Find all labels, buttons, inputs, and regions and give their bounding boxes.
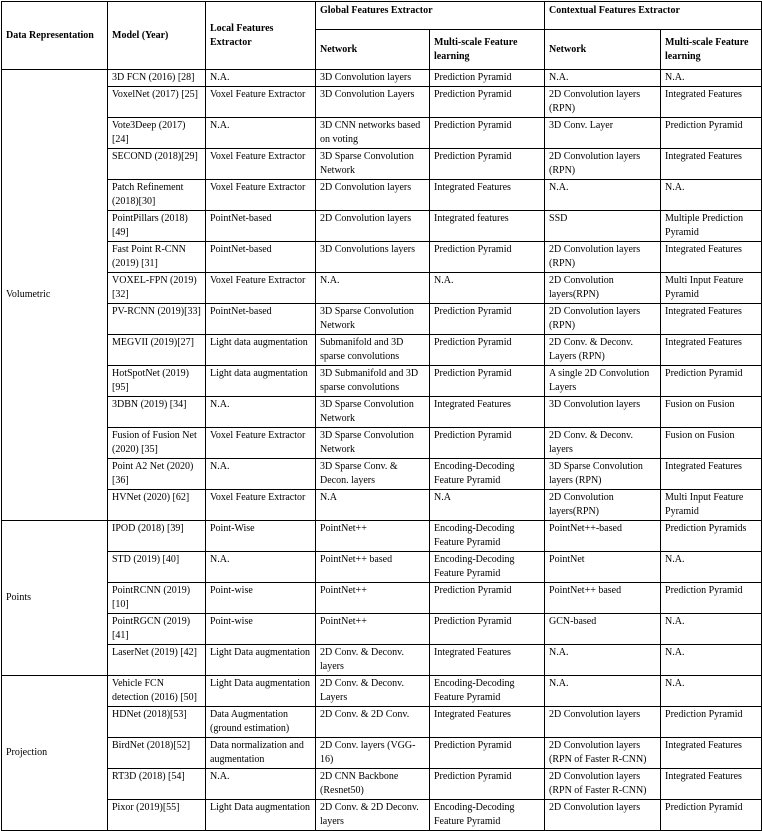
model-year-cell: Fast Point R-CNN (2019) [31]: [108, 242, 206, 273]
table-row: [2, 800, 762, 831]
local-features-cell: N.A.: [206, 118, 316, 149]
header-context-network: Network: [545, 30, 661, 70]
global-network-cell: PointNet++: [316, 614, 430, 645]
global-multiscale-cell: Prediction Pyramid: [430, 242, 545, 273]
context-multiscale-cell: Multi Input Feature Pyramid: [661, 273, 762, 304]
context-network-cell: 2D Convolution layers: [545, 707, 661, 738]
local-features-cell: Point-wise: [206, 614, 316, 645]
model-year-cell: 3D FCN (2016) [28]: [108, 70, 206, 87]
model-year-cell: Vehicle FCN detection (2016) [50]: [108, 676, 206, 707]
global-multiscale-cell: Prediction Pyramid: [430, 87, 545, 118]
table-row: [2, 304, 762, 335]
model-year-cell: HotSpotNet (2019)[95]: [108, 366, 206, 397]
comparison-table: [1, 1, 762, 831]
model-year-cell: Point A2 Net (2020) [36]: [108, 459, 206, 490]
context-network-cell: N.A.: [545, 70, 661, 87]
context-network-cell: 2D Convolution layers (RPN): [545, 87, 661, 118]
global-network-cell: 3D Convolution layers: [316, 70, 430, 87]
context-network-cell: 3D Conv. Layer: [545, 118, 661, 149]
local-features-cell: PointNet-based: [206, 242, 316, 273]
local-features-cell: N.A.: [206, 459, 316, 490]
global-network-cell: 2D Convolution layers: [316, 211, 430, 242]
data-representation-cell: Points: [2, 521, 108, 676]
local-features-cell: Light data augmentation: [206, 366, 316, 397]
local-features-cell: PointNet-based: [206, 304, 316, 335]
global-multiscale-cell: Integrated Features: [430, 180, 545, 211]
model-year-cell: PV-RCNN (2019)[33]: [108, 304, 206, 335]
global-multiscale-cell: Encoding-Decoding Feature Pyramid: [430, 676, 545, 707]
global-network-cell: PointNet++ based: [316, 552, 430, 583]
local-features-cell: Voxel Feature Extractor: [206, 87, 316, 118]
global-network-cell: PointNet++: [316, 521, 430, 552]
table-row: [2, 645, 762, 676]
context-multiscale-cell: Prediction Pyramid: [661, 800, 762, 831]
context-multiscale-cell: N.A.: [661, 180, 762, 211]
table-row: [2, 676, 762, 707]
header-model-year: Model (Year): [108, 2, 206, 70]
local-features-cell: Light Data augmentation: [206, 676, 316, 707]
global-multiscale-cell: Encoding-Decoding Feature Pyramid: [430, 800, 545, 831]
model-year-cell: VOXEL-FPN (2019)[32]: [108, 273, 206, 304]
global-network-cell: 2D Conv. & Deconv. Layers: [316, 676, 430, 707]
table-row: [2, 769, 762, 800]
context-network-cell: 2D Convolution layers: [545, 800, 661, 831]
model-year-cell: HDNet (2018)[53]: [108, 707, 206, 738]
context-multiscale-cell: Integrated Features: [661, 87, 762, 118]
context-network-cell: 2D Conv. & Deconv. Layers (RPN): [545, 335, 661, 366]
global-network-cell: 3D CNN networks based on voting: [316, 118, 430, 149]
local-features-cell: Light Data augmentation: [206, 645, 316, 676]
context-network-cell: 2D Convolution layers(RPN): [545, 490, 661, 521]
context-multiscale-cell: Prediction Pyramid: [661, 366, 762, 397]
context-multiscale-cell: Multiple Prediction Pyramid: [661, 211, 762, 242]
model-year-cell: SECOND (2018)[29]: [108, 149, 206, 180]
local-features-cell: N.A.: [206, 552, 316, 583]
global-multiscale-cell: Prediction Pyramid: [430, 118, 545, 149]
context-network-cell: 2D Conv. & Deconv. layers: [545, 428, 661, 459]
global-network-cell: 3D Sparse Conv. & Decon. layers: [316, 459, 430, 490]
table-row: [2, 614, 762, 645]
global-multiscale-cell: Prediction Pyramid: [430, 366, 545, 397]
data-representation-cell: Volumetric: [2, 70, 108, 521]
local-features-cell: Light Data augmentation: [206, 800, 316, 831]
context-network-cell: 3D Sparse Convolution layers (RPN): [545, 459, 661, 490]
global-multiscale-cell: Encoding-Decoding Feature Pyramid: [430, 459, 545, 490]
table-row: [2, 366, 762, 397]
table-row: [2, 118, 762, 149]
context-multiscale-cell: Multi Input Feature Pyramid: [661, 490, 762, 521]
data-representation-cell: Projection: [2, 676, 108, 831]
global-multiscale-cell: Encoding-Decoding Feature Pyramid: [430, 521, 545, 552]
local-features-cell: Voxel Feature Extractor: [206, 428, 316, 459]
context-network-cell: A single 2D Convolution Layers: [545, 366, 661, 397]
local-features-cell: Voxel Feature Extractor: [206, 490, 316, 521]
global-network-cell: 2D Conv. & 2D Deconv. layers: [316, 800, 430, 831]
model-year-cell: IPOD (2018) [39]: [108, 521, 206, 552]
local-features-cell: N.A.: [206, 70, 316, 87]
context-multiscale-cell: N.A.: [661, 676, 762, 707]
context-network-cell: SSD: [545, 211, 661, 242]
table-row: [2, 738, 762, 769]
model-year-cell: PointRCNN (2019)[10]: [108, 583, 206, 614]
header-local-features: Local Features Extractor: [206, 2, 316, 70]
global-network-cell: 3D Submanifold and 3D sparse convolutions: [316, 366, 430, 397]
header-context-multiscale: Multi-scale Feature learning: [661, 30, 762, 70]
context-network-cell: 2D Convolution layers (RPN): [545, 149, 661, 180]
context-network-cell: PointNet++ based: [545, 583, 661, 614]
global-network-cell: 3D Convolution Layers: [316, 87, 430, 118]
local-features-cell: Point-wise: [206, 583, 316, 614]
local-features-cell: Voxel Feature Extractor: [206, 180, 316, 211]
global-multiscale-cell: Prediction Pyramid: [430, 614, 545, 645]
global-multiscale-cell: Prediction Pyramid: [430, 738, 545, 769]
table-row: [2, 87, 762, 118]
table-row: [2, 583, 762, 614]
global-network-cell: 3D Sparse Convolution Network: [316, 149, 430, 180]
model-year-cell: RT3D (2018) [54]: [108, 769, 206, 800]
local-features-cell: Light data augmentation: [206, 335, 316, 366]
global-multiscale-cell: N.A: [430, 490, 545, 521]
context-multiscale-cell: Prediction Pyramid: [661, 118, 762, 149]
global-network-cell: 3D Convolutions layers: [316, 242, 430, 273]
global-multiscale-cell: Integrated Features: [430, 397, 545, 428]
global-network-cell: 2D Conv. & 2D Conv.: [316, 707, 430, 738]
table-row: [2, 211, 762, 242]
context-multiscale-cell: N.A.: [661, 614, 762, 645]
header-data-representation: Data Representation: [2, 2, 108, 70]
table-row: [2, 428, 762, 459]
context-multiscale-cell: N.A.: [661, 552, 762, 583]
context-multiscale-cell: Integrated Features: [661, 738, 762, 769]
local-features-cell: N.A.: [206, 397, 316, 428]
model-year-cell: PointRGCN (2019)[41]: [108, 614, 206, 645]
global-network-cell: 3D Sparse Convolution Network: [316, 304, 430, 335]
local-features-cell: Data normalization and augmentation: [206, 738, 316, 769]
context-multiscale-cell: Prediction Pyramid: [661, 583, 762, 614]
global-network-cell: 2D Conv. & Deconv. layers: [316, 645, 430, 676]
model-year-cell: Patch Refinement (2018)[30]: [108, 180, 206, 211]
context-multiscale-cell: Integrated Features: [661, 459, 762, 490]
global-multiscale-cell: Prediction Pyramid: [430, 149, 545, 180]
context-multiscale-cell: Integrated Features: [661, 242, 762, 273]
model-year-cell: MEGVII (2019)[27]: [108, 335, 206, 366]
table-row: [2, 242, 762, 273]
context-multiscale-cell: Fusion on Fusion: [661, 397, 762, 428]
table-body: [2, 70, 762, 831]
model-year-cell: PointPillars (2018)[49]: [108, 211, 206, 242]
context-multiscale-cell: Fusion on Fusion: [661, 428, 762, 459]
context-network-cell: 3D Convolution layers: [545, 397, 661, 428]
global-network-cell: PointNet++: [316, 583, 430, 614]
local-features-cell: Data Augmentation (ground estimation): [206, 707, 316, 738]
context-multiscale-cell: Integrated Features: [661, 769, 762, 800]
model-year-cell: LaserNet (2019) [42]: [108, 645, 206, 676]
model-year-cell: 3DBN (2019) [34]: [108, 397, 206, 428]
header-global-features: Global Features Extractor: [316, 2, 545, 30]
context-network-cell: N.A.: [545, 676, 661, 707]
table-row: [2, 490, 762, 521]
context-multiscale-cell: Integrated Features: [661, 335, 762, 366]
header-global-network: Network: [316, 30, 430, 70]
model-year-cell: Vote3Deep (2017)[24]: [108, 118, 206, 149]
table-row: [2, 521, 762, 552]
context-multiscale-cell: N.A.: [661, 70, 762, 87]
global-network-cell: N.A.: [316, 273, 430, 304]
table-row: [2, 707, 762, 738]
context-network-cell: 2D Convolution layers (RPN of Faster R-CNN): [545, 769, 661, 800]
global-network-cell: 2D CNN Backbone (Resnet50): [316, 769, 430, 800]
global-multiscale-cell: Prediction Pyramid: [430, 428, 545, 459]
global-network-cell: N.A: [316, 490, 430, 521]
global-multiscale-cell: Integrated Features: [430, 707, 545, 738]
context-multiscale-cell: Prediction Pyramid: [661, 707, 762, 738]
context-network-cell: PointNet: [545, 552, 661, 583]
global-multiscale-cell: Prediction Pyramid: [430, 583, 545, 614]
local-features-cell: Voxel Feature Extractor: [206, 273, 316, 304]
table-row: [2, 70, 762, 87]
model-year-cell: Fusion of Fusion Net (2020) [35]: [108, 428, 206, 459]
global-multiscale-cell: Prediction Pyramid: [430, 70, 545, 87]
global-network-cell: Submanifold and 3D sparse convolutions: [316, 335, 430, 366]
global-network-cell: 2D Convolution layers: [316, 180, 430, 211]
context-network-cell: 2D Convolution layers (RPN of Faster R-CNN): [545, 738, 661, 769]
table-row: [2, 180, 762, 211]
table-row: [2, 552, 762, 583]
table-row: [2, 273, 762, 304]
context-network-cell: PointNet++-based: [545, 521, 661, 552]
global-multiscale-cell: N.A.: [430, 273, 545, 304]
model-year-cell: BirdNet (2018)[52]: [108, 738, 206, 769]
local-features-cell: Voxel Feature Extractor: [206, 149, 316, 180]
global-multiscale-cell: Prediction Pyramid: [430, 335, 545, 366]
local-features-cell: PointNet-based: [206, 211, 316, 242]
context-network-cell: 2D Convolution layers(RPN): [545, 273, 661, 304]
global-network-cell: 3D Sparse Convolution Network: [316, 428, 430, 459]
context-multiscale-cell: Integrated Features: [661, 304, 762, 335]
context-network-cell: N.A.: [545, 180, 661, 211]
global-network-cell: 3D Sparse Convolution Network: [316, 397, 430, 428]
context-multiscale-cell: Prediction Pyramids: [661, 521, 762, 552]
global-multiscale-cell: Integrated Features: [430, 645, 545, 676]
model-year-cell: STD (2019) [40]: [108, 552, 206, 583]
global-network-cell: 2D Conv. layers (VGG-16): [316, 738, 430, 769]
global-multiscale-cell: Prediction Pyramid: [430, 769, 545, 800]
model-year-cell: HVNet (2020) [62]: [108, 490, 206, 521]
header-global-multiscale: Multi-scale Feature learning: [430, 30, 545, 70]
local-features-cell: Point-Wise: [206, 521, 316, 552]
table-row: [2, 397, 762, 428]
model-year-cell: Pixor (2019)[55]: [108, 800, 206, 831]
context-multiscale-cell: N.A.: [661, 645, 762, 676]
context-multiscale-cell: Integrated Features: [661, 149, 762, 180]
global-multiscale-cell: Encoding-Decoding Feature Pyramid: [430, 552, 545, 583]
local-features-cell: N.A.: [206, 769, 316, 800]
model-year-cell: VoxelNet (2017) [25]: [108, 87, 206, 118]
header-contextual-features: Contextual Features Extractor: [545, 2, 762, 30]
table-row: [2, 459, 762, 490]
table-row: [2, 149, 762, 180]
global-multiscale-cell: Integrated features: [430, 211, 545, 242]
context-network-cell: 2D Convolution layers (RPN): [545, 242, 661, 273]
context-network-cell: GCN-based: [545, 614, 661, 645]
context-network-cell: 2D Convolution layers (RPN): [545, 304, 661, 335]
context-network-cell: N.A.: [545, 645, 661, 676]
table-row: [2, 335, 762, 366]
global-multiscale-cell: Prediction Pyramid: [430, 304, 545, 335]
